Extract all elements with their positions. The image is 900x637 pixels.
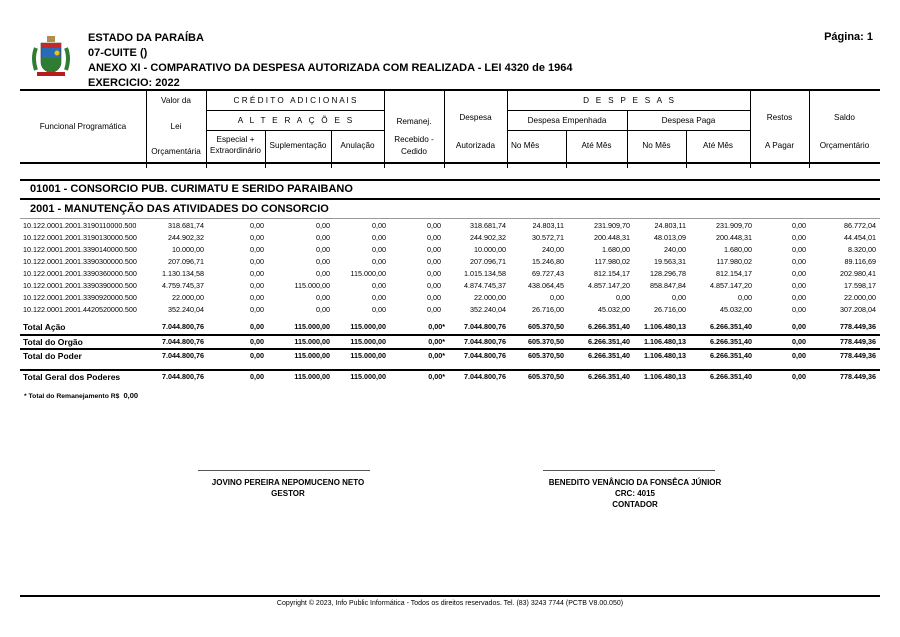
col-despesas: D E S P E S A S xyxy=(583,96,674,105)
cell-autorizada: 22.000,00 xyxy=(474,293,506,302)
cell-paga-ate-mes: 117.980,02 xyxy=(716,257,752,266)
col-valor-lei-1: Valor da xyxy=(161,96,191,105)
note-value: 0,00 xyxy=(123,391,139,400)
copyright-footer: Copyright © 2023, Info Public Informática - Todos os direitos reservados. Tel. (83) 3243 7744 (PCTB V8.00.050) xyxy=(276,600,624,607)
cell-remanej: 0,00* xyxy=(428,372,445,381)
table-row xyxy=(20,232,880,244)
cell-emp-no-mes: 605.370,50 xyxy=(528,351,564,360)
cell-emp-ate-mes: 1.680,00 xyxy=(602,245,630,254)
cell-suplementacao: 0,00 xyxy=(316,245,330,254)
total-row-geral xyxy=(20,371,880,383)
cell-autorizada: 7.044.800,76 xyxy=(464,351,506,360)
col-remanej-2: Recebido - xyxy=(394,135,434,144)
cell-valor-lei: 7.044.800,76 xyxy=(162,351,204,360)
cell-remanej: 0,00* xyxy=(428,322,445,331)
cell-especial: 0,00 xyxy=(250,337,264,346)
col-paga: Despesa Paga xyxy=(661,116,716,125)
signer-crc: CRC: 4015 xyxy=(614,489,655,498)
col-valor-lei-3: Orçamentária xyxy=(151,147,201,156)
divider xyxy=(809,90,810,163)
cell-paga-no-mes: 1.106.480,13 xyxy=(644,372,686,381)
cell-autorizada: 318.681,74 xyxy=(470,221,506,230)
cell-emp-ate-mes: 231.909,70 xyxy=(594,221,630,230)
cell-especial: 0,00 xyxy=(250,305,264,314)
cell-emp-ate-mes: 6.266.351,40 xyxy=(588,337,630,346)
cell-anulacao: 0,00 xyxy=(372,221,386,230)
cell-suplementacao: 115.000,00 xyxy=(294,337,330,346)
cell-paga-ate-mes: 6.266.351,40 xyxy=(710,322,752,331)
tick xyxy=(507,164,508,168)
col-valor-lei-2: Lei xyxy=(170,122,182,131)
cell-paga-no-mes: 48.013,09 xyxy=(654,233,686,242)
tick xyxy=(331,164,332,168)
cell-anulacao: 0,00 xyxy=(372,257,386,266)
section-rule xyxy=(20,179,880,181)
cell-anulacao: 0,00 xyxy=(372,233,386,242)
cell-restos: 0,00 xyxy=(792,233,806,242)
cell-restos: 0,00 xyxy=(792,257,806,266)
cell-autorizada: 4.874.745,37 xyxy=(464,281,506,290)
col-anulacao: Anulação xyxy=(340,141,375,150)
cell-especial: 0,00 xyxy=(250,281,264,290)
cell-paga-ate-mes: 45.032,00 xyxy=(720,305,752,314)
col-despesa-2: Autorizada xyxy=(455,141,496,150)
cell-emp-no-mes: 438.064,45 xyxy=(528,281,564,290)
table-row xyxy=(20,256,880,268)
cell-paga-no-mes: 1.106.480,13 xyxy=(644,351,686,360)
cell-especial: 0,00 xyxy=(250,257,264,266)
cell-paga-ate-mes: 812.154,17 xyxy=(716,269,752,278)
divider xyxy=(507,130,750,131)
tick xyxy=(686,164,687,168)
note-label: * Total do Remanejamento R$ xyxy=(24,393,120,400)
acao-title: 2001 - MANUTENÇÃO DAS ATIVIDADES DO CONSORCIO xyxy=(30,203,329,215)
cell-paga-ate-mes: 1.680,00 xyxy=(724,245,752,254)
col-no-mes-empenhada: No Mês xyxy=(511,141,540,150)
cell-autorizada: 7.044.800,76 xyxy=(464,372,506,381)
cell-emp-ate-mes: 117.980,02 xyxy=(594,257,630,266)
total-row-acao xyxy=(20,321,880,333)
cell-restos: 0,00 xyxy=(792,322,806,331)
divider xyxy=(206,130,384,131)
cell-suplementacao: 0,00 xyxy=(316,233,330,242)
cell-paga-no-mes: 24.803,11 xyxy=(654,221,686,230)
cell-valor-lei: 4.759.745,37 xyxy=(162,281,204,290)
orgao-title: 01001 - CONSORCIO PUB. CURIMATU E SERIDO PARAIBANO xyxy=(30,183,353,195)
cell-autorizada: 7.044.800,76 xyxy=(464,322,506,331)
cell-valor-lei: 244.902,32 xyxy=(168,233,204,242)
cell-restos: 0,00 xyxy=(792,269,806,278)
cell-remanej: 0,00* xyxy=(428,337,445,346)
cell-valor-lei: 7.044.800,76 xyxy=(162,322,204,331)
cell-restos: 0,00 xyxy=(792,293,806,302)
col-no-mes-paga: No Mês xyxy=(642,141,671,150)
divider xyxy=(750,90,751,163)
header-top-rule xyxy=(20,89,880,91)
state-name: ESTADO DA PARAÍBA xyxy=(88,32,204,44)
cell-anulacao: 115.000,00 xyxy=(350,372,386,381)
cell-remanej: 0,00 xyxy=(427,293,441,302)
cell-emp-no-mes: 605.370,50 xyxy=(528,322,564,331)
cell-paga-no-mes: 19.563,31 xyxy=(654,257,686,266)
cell-remanej: 0,00 xyxy=(427,233,441,242)
col-remanej-1: Remanej. xyxy=(396,117,432,126)
cell-restos: 0,00 xyxy=(792,305,806,314)
total-row-poder xyxy=(20,350,880,362)
cell-suplementacao: 0,00 xyxy=(316,221,330,230)
cell-suplementacao: 115.000,00 xyxy=(294,351,330,360)
cell-remanej: 0,00 xyxy=(427,305,441,314)
tick xyxy=(146,164,147,168)
remanejamento-note xyxy=(24,391,138,400)
cell-saldo: 17.598,17 xyxy=(844,281,876,290)
cell-paga-ate-mes: 6.266.351,40 xyxy=(710,351,752,360)
cell-emp-no-mes: 0,00 xyxy=(550,293,564,302)
section-rule xyxy=(20,198,880,200)
cell-autorizada: 7.044.800,76 xyxy=(464,337,506,346)
signer-role: CONTADOR xyxy=(612,500,658,509)
cell-especial: 0,00 xyxy=(250,245,264,254)
cell-remanej: 0,00* xyxy=(428,351,445,360)
cell-remanej: 0,00 xyxy=(427,221,441,230)
col-restos-2: A Pagar xyxy=(764,141,795,150)
col-restos-1: Restos xyxy=(766,113,793,122)
cell-suplementacao: 0,00 xyxy=(316,305,330,314)
cell-valor-lei: 7.044.800,76 xyxy=(162,372,204,381)
cell-paga-ate-mes: 0,00 xyxy=(738,293,752,302)
table-row xyxy=(20,304,880,316)
cell-remanej: 0,00 xyxy=(427,245,441,254)
cell-anulacao: 0,00 xyxy=(372,281,386,290)
cell-code: 10.122.0001.2001.3190130000.500 xyxy=(23,233,137,242)
signature-line xyxy=(543,470,715,471)
cell-restos: 0,00 xyxy=(792,351,806,360)
report-title: ANEXO XI - COMPARATIVO DA DESPESA AUTORIZADA COM REALIZADA - LEI 4320 de 1964 xyxy=(88,62,573,74)
cell-emp-no-mes: 69.727,43 xyxy=(532,269,564,278)
signature-contador xyxy=(510,477,760,510)
total-row-orgao xyxy=(20,336,880,348)
cell-restos: 0,00 xyxy=(792,281,806,290)
cell-valor-lei: 10.000,00 xyxy=(172,245,204,254)
divider xyxy=(444,90,445,163)
tick xyxy=(809,164,810,168)
cell-valor-lei: 22.000,00 xyxy=(172,293,204,302)
cell-emp-ate-mes: 812.154,17 xyxy=(594,269,630,278)
cell-restos: 0,00 xyxy=(792,221,806,230)
cell-emp-ate-mes: 6.266.351,40 xyxy=(588,372,630,381)
cell-saldo: 778.449,36 xyxy=(840,351,876,360)
divider xyxy=(507,110,750,111)
cell-paga-no-mes: 240,00 xyxy=(664,245,686,254)
table-row xyxy=(20,280,880,292)
table-row xyxy=(20,268,880,280)
signer-name: BENEDITO VENÂNCIO DA FONSÊCA JÚNIOR xyxy=(548,478,722,487)
entity-name: 07-CUITE () xyxy=(88,47,148,59)
cell-autorizada: 10.000,00 xyxy=(474,245,506,254)
cell-emp-no-mes: 30.572,71 xyxy=(532,233,564,242)
cell-emp-ate-mes: 200.448,31 xyxy=(594,233,630,242)
cell-especial: 0,00 xyxy=(250,221,264,230)
cell-saldo: 22.000,00 xyxy=(844,293,876,302)
col-credito-adicionais: C R É D I T O A D I C I O N A I S xyxy=(233,96,357,105)
col-empenhada: Despesa Empenhada xyxy=(527,116,607,125)
tick xyxy=(627,164,628,168)
signature-gestor xyxy=(170,477,406,499)
report-header xyxy=(88,31,572,91)
section-rule xyxy=(20,218,880,219)
col-especial-2: Extraordinário xyxy=(210,146,261,155)
cell-emp-no-mes: 605.370,50 xyxy=(528,372,564,381)
cell-saldo: 778.449,36 xyxy=(840,322,876,331)
cell-autorizada: 244.902,32 xyxy=(470,233,506,242)
cell-restos: 0,00 xyxy=(792,372,806,381)
cell-paga-ate-mes: 200.448,31 xyxy=(716,233,752,242)
cell-code: 10.122.0001.2001.3390300000.500 xyxy=(23,257,137,266)
cell-emp-ate-mes: 6.266.351,40 xyxy=(588,351,630,360)
cell-emp-no-mes: 15.246,80 xyxy=(532,257,564,266)
cell-paga-no-mes: 26.716,00 xyxy=(654,305,686,314)
cell-anulacao: 115.000,00 xyxy=(350,337,386,346)
cell-suplementacao: 0,00 xyxy=(316,257,330,266)
cell-valor-lei: 207.096,71 xyxy=(168,257,204,266)
cell-especial: 0,00 xyxy=(250,269,264,278)
cell-especial: 0,00 xyxy=(250,322,264,331)
cell-emp-no-mes: 605.370,50 xyxy=(528,337,564,346)
cell-paga-no-mes: 858.847,84 xyxy=(650,281,686,290)
cell-valor-lei: 1.130.134,58 xyxy=(162,269,204,278)
cell-valor-lei: 7.044.800,76 xyxy=(162,337,204,346)
cell-especial: 0,00 xyxy=(250,372,264,381)
cell-anulacao: 115.000,00 xyxy=(350,322,386,331)
cell-remanej: 0,00 xyxy=(427,281,441,290)
tick xyxy=(265,164,266,168)
cell-restos: 0,00 xyxy=(792,337,806,346)
cell-anulacao: 0,00 xyxy=(372,293,386,302)
col-suplementacao: Suplementação xyxy=(269,141,327,150)
cell-emp-no-mes: 26.716,00 xyxy=(532,305,564,314)
col-funcional: Funcional Programática xyxy=(39,122,127,131)
cell-restos: 0,00 xyxy=(792,245,806,254)
cell-paga-ate-mes: 231.909,70 xyxy=(716,221,752,230)
cell-anulacao: 115.000,00 xyxy=(350,269,386,278)
cell-code: 10.122.0001.2001.3190110000.500 xyxy=(23,221,137,230)
cell-emp-ate-mes: 45.032,00 xyxy=(598,305,630,314)
col-saldo-2: Orçamentário xyxy=(819,141,870,150)
cell-anulacao: 0,00 xyxy=(372,305,386,314)
cell-especial: 0,00 xyxy=(250,293,264,302)
cell-saldo: 8.320,00 xyxy=(848,245,876,254)
cell-saldo: 202.980,41 xyxy=(840,269,876,278)
total-label: Total Geral dos Poderes xyxy=(23,372,121,382)
col-remanej-3: Cedido xyxy=(401,147,427,156)
col-alteracoes: A L T E R A Ç Õ E S xyxy=(237,116,353,125)
cell-paga-ate-mes: 6.266.351,40 xyxy=(710,372,752,381)
cell-emp-ate-mes: 0,00 xyxy=(616,293,630,302)
cell-autorizada: 352.240,04 xyxy=(470,305,506,314)
coat-of-arms-logo xyxy=(28,36,74,78)
divider xyxy=(206,110,384,111)
cell-code: 10.122.0001.2001.3390390000.500 xyxy=(23,281,137,290)
cell-emp-ate-mes: 4.857.147,20 xyxy=(588,281,630,290)
cell-saldo: 44.454,01 xyxy=(844,233,876,242)
cell-saldo: 89.116,69 xyxy=(844,257,876,266)
cell-especial: 0,00 xyxy=(250,233,264,242)
cell-paga-no-mes: 1.106.480,13 xyxy=(644,337,686,346)
total-label: Total do Orgão xyxy=(23,337,83,347)
cell-saldo: 778.449,36 xyxy=(840,372,876,381)
page-number: Página: 1 xyxy=(824,31,873,43)
cell-emp-ate-mes: 6.266.351,40 xyxy=(588,322,630,331)
cell-suplementacao: 115.000,00 xyxy=(294,372,330,381)
cell-remanej: 0,00 xyxy=(427,257,441,266)
cell-code: 10.122.0001.2001.4420520000.500 xyxy=(23,305,137,314)
tick xyxy=(206,164,207,168)
table-row xyxy=(20,220,880,232)
cell-suplementacao: 115.000,00 xyxy=(294,281,330,290)
total-label: Total do Poder xyxy=(23,351,82,361)
cell-suplementacao: 0,00 xyxy=(316,293,330,302)
tick xyxy=(566,164,567,168)
cell-autorizada: 207.096,71 xyxy=(470,257,506,266)
footer-rule xyxy=(20,595,880,597)
cell-code: 10.122.0001.2001.3390360000.500 xyxy=(23,269,137,278)
cell-paga-no-mes: 0,00 xyxy=(672,293,686,302)
cell-autorizada: 1.015.134,58 xyxy=(464,269,506,278)
exercise-year: EXERCICIO: 2022 xyxy=(88,77,180,89)
cell-suplementacao: 0,00 xyxy=(316,269,330,278)
header-bottom-rule xyxy=(20,162,880,164)
tick xyxy=(384,164,385,168)
cell-especial: 0,00 xyxy=(250,351,264,360)
cell-suplementacao: 115.000,00 xyxy=(294,322,330,331)
cell-saldo: 307.208,04 xyxy=(840,305,876,314)
cell-saldo: 778.449,36 xyxy=(840,337,876,346)
cell-emp-no-mes: 24.803,11 xyxy=(532,221,564,230)
cell-valor-lei: 318.681,74 xyxy=(168,221,204,230)
col-ate-mes-empenhada: Até Mês xyxy=(581,141,612,150)
cell-code: 10.122.0001.2001.3390920000.500 xyxy=(23,293,137,302)
col-ate-mes-paga: Até Mês xyxy=(702,141,734,150)
table-row xyxy=(20,244,880,256)
col-especial-1: Especial + xyxy=(216,135,255,144)
cell-anulacao: 0,00 xyxy=(372,245,386,254)
cell-saldo: 86.772,04 xyxy=(844,221,876,230)
tick xyxy=(444,164,445,168)
signer-name: JOVINO PEREIRA NEPOMUCENO NETO xyxy=(211,478,365,487)
signer-role: GESTOR xyxy=(271,489,305,498)
cell-paga-ate-mes: 6.266.351,40 xyxy=(710,337,752,346)
total-label: Total Ação xyxy=(23,322,66,332)
cell-valor-lei: 352.240,04 xyxy=(168,305,204,314)
cell-emp-no-mes: 240,00 xyxy=(542,245,564,254)
col-despesa-1: Despesa xyxy=(459,113,492,122)
col-saldo-1: Saldo xyxy=(834,113,855,122)
table-row xyxy=(20,292,880,304)
cell-paga-no-mes: 128.296,78 xyxy=(650,269,686,278)
tick xyxy=(750,164,751,168)
signature-line xyxy=(198,470,370,471)
cell-anulacao: 115.000,00 xyxy=(350,351,386,360)
cell-paga-no-mes: 1.106.480,13 xyxy=(644,322,686,331)
cell-code: 10.122.0001.2001.3390140000.500 xyxy=(23,245,137,254)
cell-remanej: 0,00 xyxy=(427,269,441,278)
cell-paga-ate-mes: 4.857.147,20 xyxy=(710,281,752,290)
